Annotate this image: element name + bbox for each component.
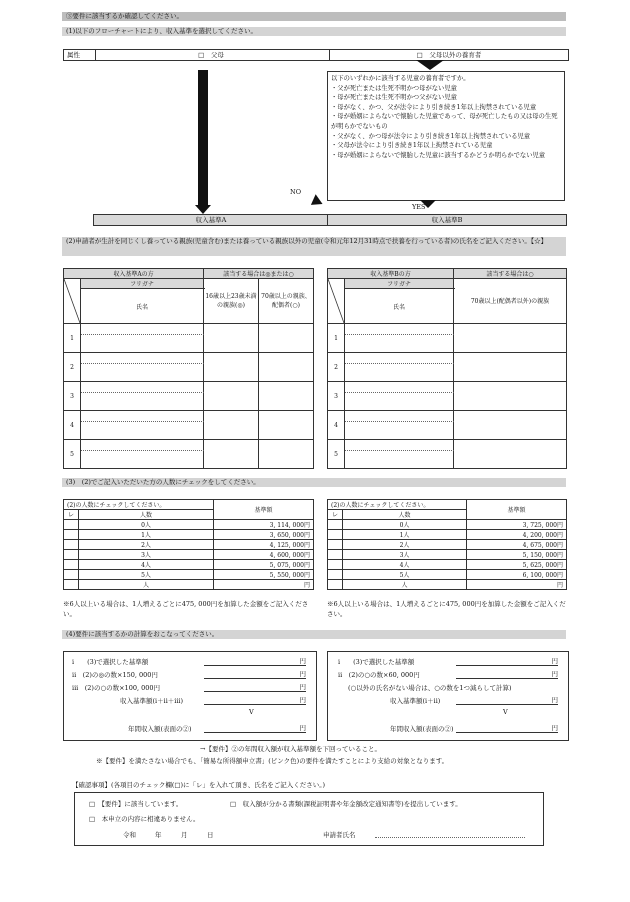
row-number: 2: [64, 353, 81, 382]
table-row: [64, 411, 314, 422]
calc-a-ii-field[interactable]: 円: [204, 669, 306, 679]
calc-b-note: (○以外の氏名がない場合は、○の数を1つ減らして計算): [348, 684, 512, 692]
table-row: [328, 520, 567, 530]
requirement-2: ※【要件】を満たさない場合でも、「簡易な所得額申立書」(ピンク色)の要件を満たすことにより支給の対象となります。: [96, 757, 449, 765]
furigana-field[interactable]: [81, 324, 204, 335]
base-cell: 4, 125, 000円: [214, 540, 314, 550]
base-cell: 4, 200, 000円: [467, 530, 567, 540]
furigana-field[interactable]: [81, 382, 204, 393]
applies-field[interactable]: [454, 382, 567, 411]
table-b-furigana: フリガナ: [345, 279, 454, 289]
condition-item: ・父がなく、かつ母が法令により引き続き1年以上拘禁されている児童: [331, 132, 531, 140]
table-row: [64, 580, 314, 590]
name-field[interactable]: [345, 451, 454, 469]
table-b: [327, 268, 567, 469]
base-cell: 円: [214, 580, 314, 590]
people-cell: 5人: [79, 570, 214, 580]
base-cell: 5, 550, 000円: [214, 570, 314, 580]
table-row: [64, 324, 314, 335]
result-a: 収入基準A: [93, 214, 329, 226]
table-a-col2: 70歳以上の親族、配偶者(○): [259, 279, 314, 324]
name-field[interactable]: [345, 393, 454, 411]
table-row: [64, 440, 314, 451]
name-field[interactable]: [81, 335, 204, 353]
calc-b-annual: 年間収入額(表面の②): [390, 725, 454, 733]
table-b-applies: 該当する場合は○: [454, 269, 567, 279]
note-a: ※6人以上いる場合は、1人増えるごとに475, 000円を加算した金額をご記入ください。: [63, 600, 309, 618]
table-row: [328, 580, 567, 590]
arrow-down-small-icon: [416, 60, 444, 70]
row-number: 3: [64, 382, 81, 411]
calc-a-total: 収入基準額(i＋ii＋iii): [120, 697, 184, 705]
check-cell[interactable]: [64, 520, 79, 530]
name-field[interactable]: [345, 364, 454, 382]
people-cell: 人: [79, 580, 214, 590]
table-b-title: 収入基準Bの方: [328, 269, 454, 279]
people-cell: 0人: [79, 520, 214, 530]
check-cell[interactable]: [64, 550, 79, 560]
table-row: [64, 540, 314, 550]
condition-box: [327, 71, 565, 201]
calc-b-total-field[interactable]: 円: [456, 695, 558, 705]
check-cell[interactable]: [328, 560, 343, 570]
calc-a-i-field[interactable]: 円: [204, 656, 306, 666]
applies-field[interactable]: [259, 411, 314, 440]
no-label: NO: [290, 188, 302, 196]
table-row: [328, 382, 567, 393]
table-row: [328, 550, 567, 560]
base-cell: 5, 150, 000円: [467, 550, 567, 560]
condition-item: ・父が死亡または生死不明かつ母がない児童: [331, 84, 457, 92]
base-cell: 5, 625, 000円: [467, 560, 567, 570]
applies-field[interactable]: [259, 353, 314, 382]
check-mark-b: レ: [328, 510, 343, 520]
base-cell: 4, 600, 000円: [214, 550, 314, 560]
calc-b-ii-field[interactable]: 円: [456, 669, 558, 679]
condition-question: 以下のいずれかに該当する児童の養育者ですか。: [331, 75, 470, 82]
applies-field[interactable]: [259, 324, 314, 353]
furigana-field[interactable]: [345, 382, 454, 393]
applies-field[interactable]: [204, 324, 259, 353]
applies-field[interactable]: [204, 440, 259, 469]
check-cell[interactable]: [64, 560, 79, 570]
table-a-name: 氏名: [81, 289, 204, 324]
table-b-col1: 70歳以上(配偶者以外)の親族: [454, 279, 567, 324]
calc-b-annual-field[interactable]: 円: [456, 723, 558, 733]
table-row: [64, 353, 314, 364]
note-b: ※6人以上いる場合は、1人増えるごとに475, 000円を加算した金額をご記入ください。: [327, 600, 566, 618]
requirement-1: →【要件】②の年間収入額が収入基準額を下回っていること。: [200, 745, 381, 753]
name-field[interactable]: [345, 335, 454, 353]
people-cell: 3人: [79, 550, 214, 560]
calc-b-gte: V: [503, 708, 508, 716]
base-cell: 4, 675, 000円: [467, 540, 567, 550]
date-day: 日: [207, 831, 214, 839]
name-field[interactable]: [81, 451, 204, 469]
people-cell: 4人: [343, 560, 467, 570]
furigana-field[interactable]: [345, 353, 454, 364]
check-cell[interactable]: [64, 580, 79, 590]
row-number: 1: [328, 324, 345, 353]
applies-field[interactable]: [204, 382, 259, 411]
table-row: [328, 530, 567, 540]
condition-item: ・父母が法令により引き続き1年以上拘禁されている児童: [331, 142, 493, 150]
furigana-field[interactable]: [81, 411, 204, 422]
furigana-field[interactable]: [345, 324, 454, 335]
diagonal-icon: [64, 279, 80, 323]
arrow-down-icon: [198, 70, 208, 205]
applicant-name-field[interactable]: [375, 837, 525, 838]
table-row: [328, 411, 567, 422]
row-number: 5: [328, 440, 345, 469]
people-cell: 4人: [79, 560, 214, 570]
check-cell[interactable]: [328, 540, 343, 550]
check-header-a: (2)の人数にチェックしてください。: [64, 500, 214, 510]
people-cell: 2人: [79, 540, 214, 550]
other-guardian-option[interactable]: □ 父母以外の養育者: [416, 51, 482, 59]
table-row: [328, 560, 567, 570]
base-header-a: 基準額: [214, 500, 314, 520]
check-cell[interactable]: [328, 530, 343, 540]
table-a-col1: 16歳以上23歳未満の親族(◎): [204, 279, 259, 324]
furigana-field[interactable]: [81, 353, 204, 364]
check-cell[interactable]: [328, 550, 343, 560]
people-header-b: 人数: [343, 510, 467, 520]
base-cell: 6, 100, 000円: [467, 570, 567, 580]
table-a-applies: 該当する場合は◎または○: [204, 269, 314, 279]
result-b: 収入基準B: [327, 214, 567, 226]
calc-a-gte: V: [249, 708, 254, 716]
check-cell[interactable]: [64, 570, 79, 580]
table-row: [328, 440, 567, 451]
people-cell: 5人: [343, 570, 467, 580]
calc-box-b: [327, 651, 569, 741]
table-row: [328, 540, 567, 550]
base-cell: 3, 650, 000円: [214, 530, 314, 540]
applies-field[interactable]: [454, 411, 567, 440]
furigana-field[interactable]: [81, 440, 204, 451]
calc-a-annual-field[interactable]: 円: [204, 723, 306, 733]
calc-box-a: [63, 651, 317, 741]
check-cell[interactable]: [328, 580, 343, 590]
base-cell: 3, 725, 000円: [467, 520, 567, 530]
applies-field[interactable]: [259, 382, 314, 411]
people-cell: 3人: [343, 550, 467, 560]
table-row: [64, 570, 314, 580]
parent-option[interactable]: □ 父母: [198, 51, 224, 59]
calc-b-i: i (3)で選択した基準額: [338, 658, 415, 666]
condition-item: ・母がなく、かつ、父が法令により引き続き1年以上拘禁されている児童: [331, 103, 537, 111]
calc-a-total-field[interactable]: 円: [204, 695, 306, 705]
table-b-name: 氏名: [345, 289, 454, 324]
date-month: 月: [181, 831, 188, 839]
base-cell: 円: [467, 580, 567, 590]
applies-field[interactable]: [204, 353, 259, 382]
condition-item: ・母が婚姻によらないで懐胎した児童であって、母が死亡したもの又は母の生死が明らかでないもの: [331, 113, 558, 130]
confirm-check-1[interactable]: □ 【要件】に該当しています。: [89, 800, 183, 808]
table-a-title: 収入基準Aの方: [64, 269, 204, 279]
base-table-a: [63, 499, 314, 590]
step4-header: (4)要件に該当するかの計算をおこなってください。: [62, 630, 566, 639]
people-cell: 1人: [343, 530, 467, 540]
row-number: 5: [64, 440, 81, 469]
condition-list: [331, 84, 561, 161]
yes-label: YES: [412, 203, 426, 211]
furigana-field[interactable]: [345, 411, 454, 422]
date-era: 令和: [123, 831, 136, 839]
table-row: [64, 550, 314, 560]
row-number: 1: [64, 324, 81, 353]
check-cell[interactable]: [64, 540, 79, 550]
applies-field[interactable]: [204, 411, 259, 440]
attribute-row: [63, 49, 569, 61]
base-cell: 5, 075, 000円: [214, 560, 314, 570]
calc-a-i: i (3)で選択した基準額: [72, 658, 149, 666]
name-field[interactable]: [81, 393, 204, 411]
diagonal-icon: [328, 279, 344, 323]
base-header-b: 基準額: [467, 500, 567, 520]
applies-field[interactable]: [454, 324, 567, 353]
calc-a-annual: 年間収入額(表面の②): [128, 725, 192, 733]
applies-field[interactable]: [454, 440, 567, 469]
section-header: ③要件に該当するか確認してください。: [62, 12, 566, 21]
applies-field[interactable]: [454, 353, 567, 382]
check-cell[interactable]: [328, 570, 343, 580]
calc-b-total: 収入基準額(i＋ii): [390, 697, 441, 705]
base-cell: 3, 114, 000円: [214, 520, 314, 530]
table-row: [328, 353, 567, 364]
calc-b-i-field[interactable]: 円: [456, 656, 558, 666]
calc-b-ii: ii (2)の○の数×60, 000円: [338, 671, 420, 679]
calc-a-iii-field[interactable]: 円: [204, 682, 306, 692]
table-a-furigana: フリガナ: [81, 279, 204, 289]
check-cell[interactable]: [328, 520, 343, 530]
calc-a-ii: ii (2)の◎の数×150, 000円: [72, 671, 158, 679]
date-year: 年: [155, 831, 162, 839]
arrow-left-icon: [307, 194, 322, 210]
check-mark-a: レ: [64, 510, 79, 520]
confirm-check-2[interactable]: □ 収入額が分かる書類(課税証明書や年金額改定通知書等)を提出しています。: [230, 800, 462, 808]
applicant-label: 申請者氏名: [323, 831, 356, 839]
step2-header: (2)申請者が生計を同じくし養っている親族(児童含む)または養っている親族以外の児童(令和元年12月31時点で扶養を行っている者)の氏名をご記入ください。【☆】: [62, 237, 566, 256]
table-row: [64, 382, 314, 393]
table-row: [64, 530, 314, 540]
people-cell: 1人: [79, 530, 214, 540]
confirm-title: 【確認事項】(各項目のチェック欄(□)に「レ」を入れて頂き、氏名をご記入ください。): [72, 781, 326, 789]
arrow-head-icon: [195, 205, 211, 214]
step1-header: (1)以下のフローチャートにより、収入基準を選択してください。: [62, 27, 566, 36]
condition-item: ・母が死亡または生死不明かつ父がない児童: [331, 94, 457, 102]
name-field[interactable]: [81, 422, 204, 440]
confirm-box: [74, 792, 544, 846]
row-number: 3: [328, 382, 345, 411]
applies-field[interactable]: [259, 440, 314, 469]
base-table-b: [327, 499, 567, 590]
name-field[interactable]: [81, 364, 204, 382]
people-cell: 2人: [343, 540, 467, 550]
check-cell[interactable]: [64, 530, 79, 540]
name-field[interactable]: [345, 422, 454, 440]
step3-header: (3) (2)でご記入いただいた方の人数にチェックをしてください。: [62, 478, 566, 487]
check-header-b: (2)の人数にチェックしてください。: [328, 500, 467, 510]
table-a: [63, 268, 314, 469]
table-row: [328, 324, 567, 335]
condition-item: ・母が婚姻によらないで懐胎した児童に該当するかどうか明らかでない児童: [331, 151, 546, 159]
people-header-a: 人数: [79, 510, 214, 520]
calc-a-iii: iii (2)の○の数×100, 000円: [72, 684, 161, 692]
attribute-label: 属性: [64, 50, 96, 60]
row-number: 2: [328, 353, 345, 382]
people-cell: 人: [343, 580, 467, 590]
row-number: 4: [328, 411, 345, 440]
arrow-yes-icon: [420, 200, 436, 208]
table-row: [328, 570, 567, 580]
table-row: [64, 520, 314, 530]
confirm-check-3[interactable]: □ 本申立の内容に相違ありません。: [89, 815, 200, 823]
people-cell: 0人: [343, 520, 467, 530]
table-row: [64, 560, 314, 570]
row-number: 4: [64, 411, 81, 440]
furigana-field[interactable]: [345, 440, 454, 451]
